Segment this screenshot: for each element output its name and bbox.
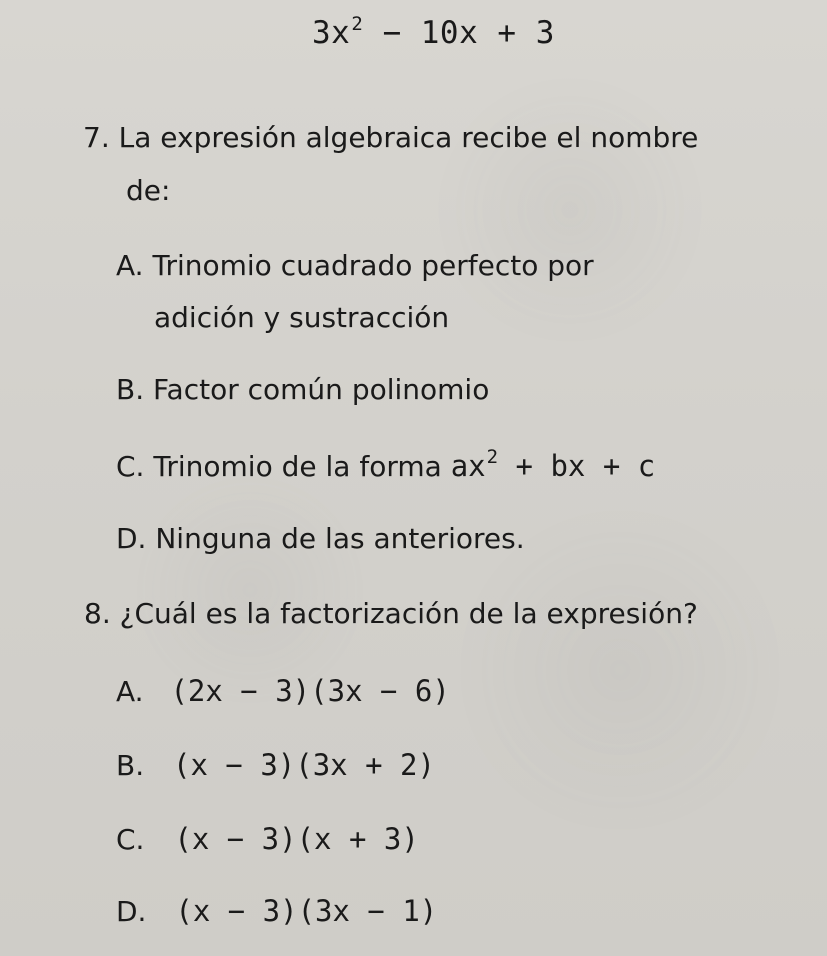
header-expression xyxy=(312,13,555,51)
header-expression-exponent: 2 xyxy=(351,13,364,35)
question-8-option-b-label: B. xyxy=(116,749,145,782)
question-7-line-1: 7. La expresión algebraica recibe el nombre xyxy=(83,121,699,154)
question-8-option-a-label: A. xyxy=(116,675,144,708)
question-7-option-c-math-exponent: 2 xyxy=(486,446,499,468)
question-7-option-c-math-prefix: ax xyxy=(450,449,486,483)
question-8-option-a xyxy=(116,675,450,708)
question-7-option-c-math-suffix: + bx + c xyxy=(498,449,656,483)
question-8-option-d-label: D. xyxy=(116,895,147,928)
question-7-line-2: de: xyxy=(126,174,171,207)
question-8-prompt: 8. ¿Cuál es la factorización de la expresión? xyxy=(84,597,698,630)
question-8-option-b-value: (x − 3)(3x + 2) xyxy=(173,748,435,782)
question-8-option-c-label: C. xyxy=(116,823,145,856)
question-7-option-b: B. Factor común polinomio xyxy=(116,373,490,406)
header-expression-rest: − 10x + 3 xyxy=(363,15,555,51)
header-expression-coef: 3x xyxy=(312,15,351,51)
question-8-option-d-value: (x − 3)(3x − 1) xyxy=(175,894,438,928)
question-8-option-c-value: (x − 3)(x + 3) xyxy=(174,822,419,856)
question-7-option-c-text: C. Trinomio de la forma xyxy=(116,450,451,483)
question-8-option-b xyxy=(116,749,435,782)
question-7-option-d: D. Ninguna de las anteriores. xyxy=(116,522,525,555)
question-7-option-a-line-2: adición y sustracción xyxy=(154,301,450,334)
question-7-option-a-line-1: A. Trinomio cuadrado perfecto por xyxy=(116,249,594,282)
question-7-option-c xyxy=(116,447,655,483)
question-8-option-d xyxy=(116,895,437,928)
question-8-option-c xyxy=(116,823,419,856)
question-8-option-a-value: (2x − 3)(3x − 6) xyxy=(170,674,450,708)
